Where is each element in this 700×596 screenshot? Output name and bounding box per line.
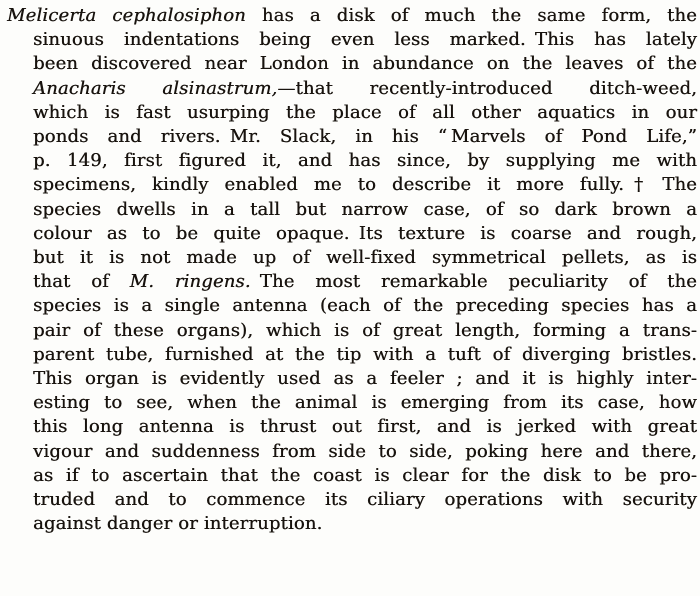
text-line <box>33 270 697 294</box>
text-run: colour as to be quite opaque. Its texture is coarse and rough, <box>33 222 697 244</box>
text-line <box>33 222 697 246</box>
text-line <box>33 319 697 343</box>
text-line <box>33 149 697 173</box>
text-run: which is fast usurping the place of all other aquatics in our <box>33 101 697 123</box>
text-run: specimens, kindly enabled me to describe it more fully.† The <box>33 174 697 196</box>
paragraph-text-block <box>7 4 697 536</box>
text-line <box>33 294 697 318</box>
text-run: parent tube, furnished at the tip with a tuft of diverging bristles. <box>33 343 697 365</box>
text-line <box>33 343 697 367</box>
text-line <box>33 101 697 125</box>
text-line <box>33 125 697 149</box>
text-run: pair of these organs), which is of great length, forming a trans- <box>33 319 697 341</box>
species-name-ringens: M. ringens. <box>129 271 251 293</box>
text-line <box>33 367 697 391</box>
text-line <box>33 77 697 101</box>
text-run: —that recently-introduced ditch-weed, <box>277 77 697 99</box>
text-run: vigour and suddenness from side to side, poking here and there, <box>33 440 697 462</box>
text-line <box>7 4 697 28</box>
text-line <box>33 173 697 197</box>
text-line <box>33 391 697 415</box>
text-run: against danger or interruption. <box>33 513 323 535</box>
text-run: sinuous indentations being even less marked. This has lately <box>33 29 697 51</box>
text-line <box>33 488 697 512</box>
text-run: truded and to commence its ciliary operations with security <box>33 489 697 511</box>
text-run: p. 149, first figured it, and has since, by supplying me with <box>33 150 697 172</box>
text-run: esting to see, when the animal is emerging from its case, how <box>33 392 697 414</box>
text-line <box>33 198 697 222</box>
text-run: this long antenna is thrust out first, and is jerked with great <box>33 416 697 438</box>
text-run: but it is not made up of well-fixed symmetrical pellets, as is <box>33 247 697 269</box>
text-run: been discovered near London in abundance on the leaves of the <box>33 53 697 75</box>
species-name-anacharis: Anacharis alsinastrum, <box>33 77 278 99</box>
text-run: species dwells in a tall but narrow case, of so dark brown a <box>33 198 697 220</box>
species-name-melicerta: Melicerta cephalosiphon <box>7 5 246 26</box>
text-line <box>33 512 697 536</box>
text-run: as if to ascertain that the coast is clear for the disk to be pro- <box>33 464 697 486</box>
text-run: has a disk of much the same form, the <box>245 5 697 26</box>
text-line <box>33 28 697 52</box>
text-run: ponds and rivers. Mr. Slack, in his “ Marvels of Pond Life,” <box>33 126 697 148</box>
text-run: that of <box>33 271 130 293</box>
text-run: species is a single antenna (each of the preceding species has a <box>33 295 697 317</box>
text-line <box>33 52 697 76</box>
text-line <box>33 415 697 439</box>
text-run: The most remarkable peculiarity of the <box>250 271 697 293</box>
text-line <box>33 464 697 488</box>
text-run: This organ is evidently used as a feeler ; and it is highly inter- <box>33 368 697 390</box>
text-line <box>33 440 697 464</box>
text-line <box>33 246 697 270</box>
